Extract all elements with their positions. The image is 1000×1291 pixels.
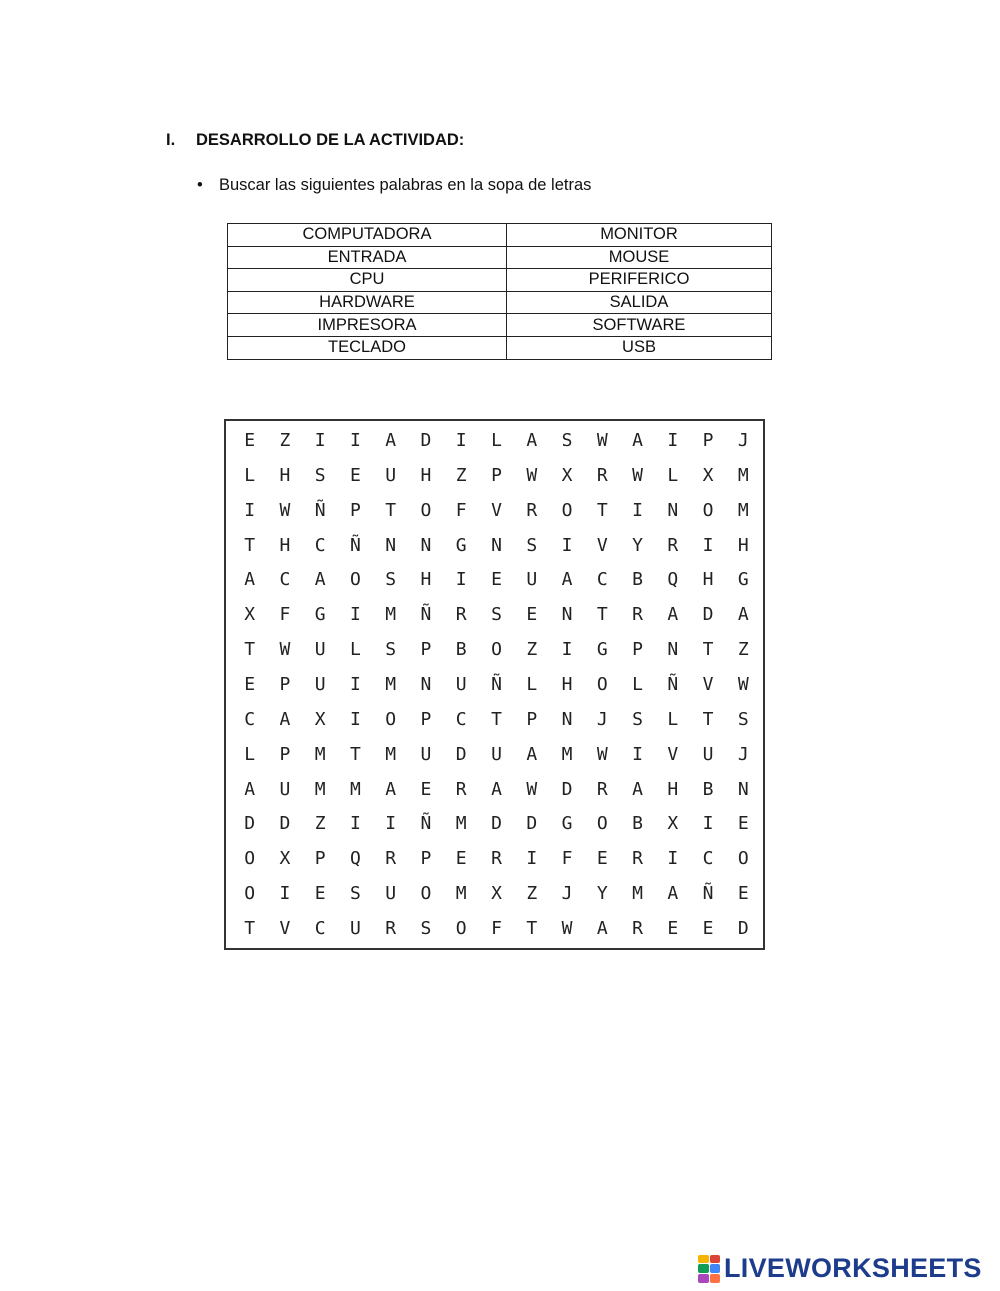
logo-mark-icon — [698, 1255, 720, 1283]
grid-letter[interactable]: I — [350, 813, 361, 835]
word-list-row — [228, 291, 772, 314]
grid-letter[interactable]: S — [632, 708, 643, 730]
word-cell: SALIDA — [507, 291, 772, 314]
grid-letter[interactable]: A — [632, 778, 643, 800]
word-list-table — [227, 223, 772, 360]
grid-letter[interactable]: O — [455, 918, 467, 940]
grid-letter[interactable]: N — [420, 534, 432, 556]
grid-letter[interactable]: F — [279, 604, 291, 626]
section-title: DESARROLLO DE LA ACTIVIDAD: — [196, 131, 465, 149]
grid-letter[interactable]: L — [350, 639, 361, 661]
grid-letter[interactable]: T — [244, 639, 256, 661]
grid-letter[interactable]: I — [350, 604, 361, 626]
grid-letter[interactable]: I — [526, 848, 538, 870]
grid-letter[interactable]: A — [526, 743, 538, 765]
grid-letter[interactable]: R — [632, 848, 643, 870]
grid-letter[interactable]: E — [420, 778, 432, 800]
grid-letter[interactable]: E — [491, 569, 502, 591]
grid-letter[interactable]: O — [350, 569, 361, 591]
word-cell: CPU — [228, 269, 507, 292]
grid-letter[interactable]: P — [420, 708, 432, 730]
grid-letter[interactable]: R — [632, 604, 643, 626]
grid-letter[interactable]: J — [737, 429, 749, 451]
grid-letter[interactable]: E — [737, 883, 749, 905]
grid-letter[interactable]: W — [279, 639, 291, 661]
grid-letter[interactable]: L — [244, 464, 256, 486]
grid-letter[interactable]: M — [385, 604, 397, 626]
grid-letter[interactable]: W — [737, 673, 749, 695]
word-cell: SOFTWARE — [507, 314, 772, 337]
grid-letter[interactable]: M — [632, 883, 643, 905]
grid-letter[interactable]: R — [491, 848, 502, 870]
grid-letter[interactable]: Z — [279, 429, 291, 451]
grid-letter[interactable]: M — [385, 743, 397, 765]
grid-letter[interactable]: V — [279, 918, 291, 940]
grid-letter[interactable]: I — [244, 499, 256, 521]
grid-letter[interactable]: E — [314, 883, 326, 905]
grid-letter[interactable]: D — [279, 813, 291, 835]
grid-letter[interactable]: C — [455, 708, 467, 730]
word-list-row — [228, 224, 772, 247]
grid-letter[interactable]: W — [596, 429, 608, 451]
grid-letter[interactable]: H — [279, 464, 291, 486]
grid-letter[interactable]: V — [491, 499, 502, 521]
grid-letter[interactable]: S — [561, 429, 573, 451]
grid-letter[interactable]: I — [279, 883, 291, 905]
grid-letter[interactable]: D — [420, 429, 432, 451]
grid-letter[interactable]: Q — [350, 848, 361, 870]
grid-letter[interactable]: X — [279, 848, 291, 870]
word-list-row — [228, 336, 772, 359]
grid-letter[interactable]: U — [314, 639, 326, 661]
word-list-row — [228, 246, 772, 269]
word-cell: MOUSE — [507, 246, 772, 269]
grid-letter[interactable]: X — [702, 464, 714, 486]
grid-letter[interactable]: A — [279, 708, 291, 730]
logo-text: LIVEWORKSHEETS — [724, 1253, 982, 1283]
grid-letter[interactable]: E — [596, 848, 608, 870]
grid-letter[interactable]: P — [314, 848, 326, 870]
grid-letter[interactable]: T — [350, 743, 361, 765]
grid-letter[interactable]: F — [561, 848, 573, 870]
grid-letter[interactable]: I — [455, 569, 467, 591]
word-list-row — [228, 314, 772, 337]
grid-letter[interactable]: C — [702, 848, 714, 870]
grid-letter[interactable]: N — [561, 604, 573, 626]
grid-letter[interactable]: H — [737, 534, 749, 556]
grid-letter[interactable]: Ñ — [420, 813, 432, 835]
grid-letter[interactable]: U — [455, 673, 467, 695]
word-cell: HARDWARE — [228, 291, 507, 314]
grid-letter[interactable]: E — [244, 673, 256, 695]
grid-letter[interactable]: A — [244, 778, 256, 800]
grid-letter[interactable]: T — [385, 499, 397, 521]
grid-letter[interactable]: E — [350, 464, 361, 486]
grid-letter[interactable]: Z — [314, 813, 326, 835]
grid-letter[interactable]: P — [279, 743, 291, 765]
grid-letter[interactable]: W — [279, 499, 291, 521]
grid-letter[interactable]: I — [561, 639, 573, 661]
grid-letter[interactable]: L — [244, 743, 256, 765]
grid-letter[interactable]: C — [244, 708, 256, 730]
grid-letter[interactable]: O — [737, 848, 749, 870]
grid-letter[interactable]: I — [632, 743, 643, 765]
grid-letter[interactable]: X — [561, 464, 573, 486]
grid-letter[interactable]: O — [491, 639, 502, 661]
grid-letter[interactable]: L — [667, 464, 679, 486]
word-cell: COMPUTADORA — [228, 224, 507, 247]
grid-letter[interactable]: A — [667, 883, 679, 905]
grid-letter[interactable]: W — [526, 778, 538, 800]
grid-letter[interactable]: D — [702, 604, 714, 626]
grid-letter[interactable]: W — [596, 743, 608, 765]
grid-letter[interactable]: N — [385, 534, 397, 556]
grid-letter[interactable]: T — [702, 708, 714, 730]
grid-letter[interactable]: A — [561, 569, 573, 591]
grid-letter[interactable]: S — [350, 883, 361, 905]
grid-letter[interactable]: H — [702, 569, 714, 591]
grid-letter[interactable]: N — [420, 673, 432, 695]
grid-letter[interactable]: L — [667, 708, 679, 730]
grid-letter[interactable]: M — [455, 813, 467, 835]
grid-letter[interactable]: Q — [667, 569, 679, 591]
grid-letter[interactable]: P — [526, 708, 538, 730]
grid-letter[interactable]: Ñ — [667, 673, 679, 695]
grid-letter[interactable]: H — [420, 569, 432, 591]
grid-letter[interactable]: O — [420, 499, 432, 521]
grid-letter[interactable]: Y — [632, 534, 643, 556]
grid-letter[interactable]: M — [314, 778, 326, 800]
grid-letter[interactable]: T — [596, 499, 608, 521]
grid-letter[interactable]: R — [526, 499, 538, 521]
grid-letter[interactable]: I — [667, 429, 679, 451]
grid-letter[interactable]: T — [526, 918, 538, 940]
grid-letter[interactable]: A — [244, 569, 256, 591]
grid-letter[interactable]: Ñ — [702, 883, 714, 905]
grid-letter[interactable]: E — [526, 604, 538, 626]
grid-letter[interactable]: O — [596, 673, 608, 695]
grid-letter[interactable]: Z — [737, 639, 749, 661]
grid-letter[interactable]: T — [491, 708, 502, 730]
grid-letter[interactable]: M — [314, 743, 326, 765]
grid-letter[interactable]: J — [561, 883, 573, 905]
grid-letter[interactable]: Ñ — [491, 673, 502, 695]
grid-letter[interactable]: M — [737, 464, 749, 486]
grid-letter[interactable]: P — [491, 464, 502, 486]
grid-letter[interactable]: T — [244, 918, 256, 940]
grid-letter[interactable]: T — [596, 604, 608, 626]
grid-letter[interactable]: A — [667, 604, 679, 626]
word-cell: ENTRADA — [228, 246, 507, 269]
grid-letter[interactable]: U — [702, 743, 714, 765]
grid-letter[interactable]: Z — [526, 883, 538, 905]
grid-letter[interactable]: A — [632, 429, 643, 451]
grid-letter[interactable]: B — [632, 569, 643, 591]
grid-letter[interactable]: Y — [596, 883, 608, 905]
grid-letter[interactable]: P — [279, 673, 291, 695]
word-cell: MONITOR — [507, 224, 772, 247]
word-cell: PERIFERICO — [507, 269, 772, 292]
grid-letter[interactable]: E — [702, 918, 714, 940]
grid-letter[interactable]: H — [667, 778, 679, 800]
grid-letter[interactable]: R — [455, 778, 467, 800]
grid-letter[interactable]: W — [526, 464, 538, 486]
grid-letter[interactable]: F — [455, 499, 467, 521]
grid-letter[interactable]: A — [737, 604, 749, 626]
grid-letter[interactable]: M — [561, 743, 573, 765]
grid-letter[interactable]: D — [561, 778, 573, 800]
grid-letter[interactable]: C — [314, 534, 326, 556]
grid-letter[interactable]: L — [526, 673, 538, 695]
grid-letter[interactable]: I — [350, 429, 361, 451]
grid-letter[interactable]: V — [702, 673, 714, 695]
grid-letter[interactable]: X — [244, 604, 256, 626]
grid-letter[interactable]: A — [526, 429, 538, 451]
grid-letter[interactable]: H — [279, 534, 291, 556]
grid-letter[interactable]: S — [491, 604, 502, 626]
grid-letter[interactable]: G — [596, 639, 608, 661]
grid-letter[interactable]: A — [596, 918, 608, 940]
grid-letter[interactable]: D — [244, 813, 256, 835]
grid-letter[interactable]: H — [420, 464, 432, 486]
grid-letter[interactable]: I — [455, 429, 467, 451]
grid-letter[interactable]: D — [737, 918, 749, 940]
grid-letter[interactable]: Ñ — [350, 534, 361, 556]
grid-letter[interactable]: Z — [526, 639, 538, 661]
grid-letter[interactable]: D — [455, 743, 467, 765]
grid-letter[interactable]: B — [702, 778, 714, 800]
grid-letter[interactable]: P — [420, 848, 432, 870]
grid-letter[interactable]: U — [314, 673, 326, 695]
grid-letter[interactable]: M — [385, 673, 397, 695]
grid-letter[interactable]: S — [737, 708, 749, 730]
grid-letter[interactable]: T — [702, 639, 714, 661]
grid-letter[interactable]: C — [596, 569, 608, 591]
grid-letter[interactable]: I — [702, 534, 714, 556]
grid-letter[interactable]: L — [491, 429, 502, 451]
grid-letter[interactable]: E — [244, 429, 256, 451]
grid-letter[interactable]: X — [314, 708, 326, 730]
grid-letter[interactable]: F — [491, 918, 502, 940]
grid-letter[interactable]: Ñ — [420, 604, 432, 626]
grid-letter[interactable]: O — [561, 499, 573, 521]
grid-letter[interactable]: I — [632, 499, 643, 521]
grid-letter[interactable]: W — [632, 464, 643, 486]
grid-letter[interactable]: G — [314, 604, 326, 626]
grid-letter[interactable]: A — [314, 569, 326, 591]
grid-letter[interactable]: A — [385, 778, 397, 800]
grid-letter[interactable]: R — [385, 848, 397, 870]
grid-letter[interactable]: U — [526, 569, 538, 591]
grid-letter[interactable]: E — [667, 918, 679, 940]
grid-letter[interactable]: U — [385, 464, 397, 486]
word-search-grid — [224, 419, 765, 950]
grid-letter[interactable]: S — [420, 918, 432, 940]
grid-letter[interactable]: D — [526, 813, 538, 835]
grid-letter[interactable]: J — [596, 708, 608, 730]
liveworksheets-logo — [698, 1253, 982, 1284]
grid-letter[interactable]: J — [737, 743, 749, 765]
grid-letter[interactable]: M — [455, 883, 467, 905]
grid-letter[interactable]: O — [385, 708, 397, 730]
grid-letter[interactable]: G — [561, 813, 573, 835]
grid-letter[interactable]: N — [491, 534, 502, 556]
grid-letter[interactable]: P — [632, 639, 643, 661]
grid-letter[interactable]: R — [596, 778, 608, 800]
grid-letter[interactable]: O — [420, 883, 432, 905]
grid-letter[interactable]: U — [350, 918, 361, 940]
grid-letter[interactable]: E — [737, 813, 749, 835]
grid-letter[interactable]: S — [385, 569, 397, 591]
grid-letter[interactable]: P — [420, 639, 432, 661]
grid-letter[interactable]: O — [702, 499, 714, 521]
grid-letter[interactable]: V — [667, 743, 679, 765]
grid-letter[interactable]: N — [737, 778, 749, 800]
word-list-row — [228, 269, 772, 292]
grid-letter[interactable]: A — [385, 429, 397, 451]
grid-letter[interactable]: X — [491, 883, 502, 905]
grid-letter[interactable]: G — [455, 534, 467, 556]
bullet-icon: • — [197, 176, 203, 194]
grid-letter[interactable]: I — [385, 813, 397, 835]
grid-letter[interactable]: O — [244, 848, 256, 870]
grid-letter[interactable]: I — [561, 534, 573, 556]
grid-letter[interactable]: U — [279, 778, 291, 800]
grid-letter[interactable]: U — [420, 743, 432, 765]
grid-letter[interactable]: X — [667, 813, 679, 835]
grid-letter[interactable]: A — [491, 778, 502, 800]
grid-letter[interactable]: R — [455, 604, 467, 626]
grid-letter[interactable]: C — [279, 569, 291, 591]
grid-letter[interactable]: T — [244, 534, 256, 556]
grid-letter[interactable]: V — [596, 534, 608, 556]
grid-letter[interactable]: S — [314, 464, 326, 486]
word-cell: USB — [507, 336, 772, 359]
grid-letter[interactable]: E — [455, 848, 467, 870]
grid-letter[interactable]: S — [385, 639, 397, 661]
grid-letter[interactable]: I — [314, 429, 326, 451]
grid-letter[interactable]: O — [596, 813, 608, 835]
grid-letter[interactable]: B — [455, 639, 467, 661]
grid-letter[interactable]: L — [632, 673, 643, 695]
instruction-text: Buscar las siguientes palabras en la sopa de letras — [219, 176, 592, 194]
grid-letter[interactable]: R — [385, 918, 397, 940]
grid-letter[interactable]: R — [667, 534, 679, 556]
section-number: I. — [166, 131, 176, 149]
grid-letter[interactable]: R — [632, 918, 643, 940]
grid-letter[interactable]: M — [350, 778, 361, 800]
grid-letter[interactable]: C — [314, 918, 326, 940]
grid-letter[interactable]: D — [491, 813, 502, 835]
grid-letter[interactable]: N — [667, 499, 679, 521]
grid-letter[interactable]: N — [561, 708, 573, 730]
grid-letter[interactable]: P — [350, 499, 361, 521]
grid-letter[interactable]: P — [702, 429, 714, 451]
instruction-item — [197, 176, 591, 195]
grid-letter[interactable]: I — [350, 673, 361, 695]
grid-letter[interactable]: I — [350, 708, 361, 730]
grid-letter[interactable]: I — [667, 848, 679, 870]
grid-letter[interactable]: W — [561, 918, 573, 940]
grid-letter[interactable]: O — [244, 883, 256, 905]
word-cell: IMPRESORA — [228, 314, 507, 337]
grid-letter[interactable]: I — [702, 813, 714, 835]
word-cell: TECLADO — [228, 336, 507, 359]
grid-letter[interactable]: S — [526, 534, 538, 556]
grid-letter[interactable]: U — [491, 743, 502, 765]
grid-letter[interactable]: Ñ — [314, 499, 326, 521]
grid-letter[interactable]: N — [667, 639, 679, 661]
grid-letter[interactable]: B — [632, 813, 643, 835]
grid-letter[interactable]: R — [596, 464, 608, 486]
section-heading — [166, 131, 464, 150]
grid-letter[interactable]: U — [385, 883, 397, 905]
grid-letter[interactable]: G — [737, 569, 749, 591]
grid-letter[interactable]: M — [737, 499, 749, 521]
grid-letter[interactable]: H — [561, 673, 573, 695]
grid-letter[interactable]: Z — [455, 464, 467, 486]
